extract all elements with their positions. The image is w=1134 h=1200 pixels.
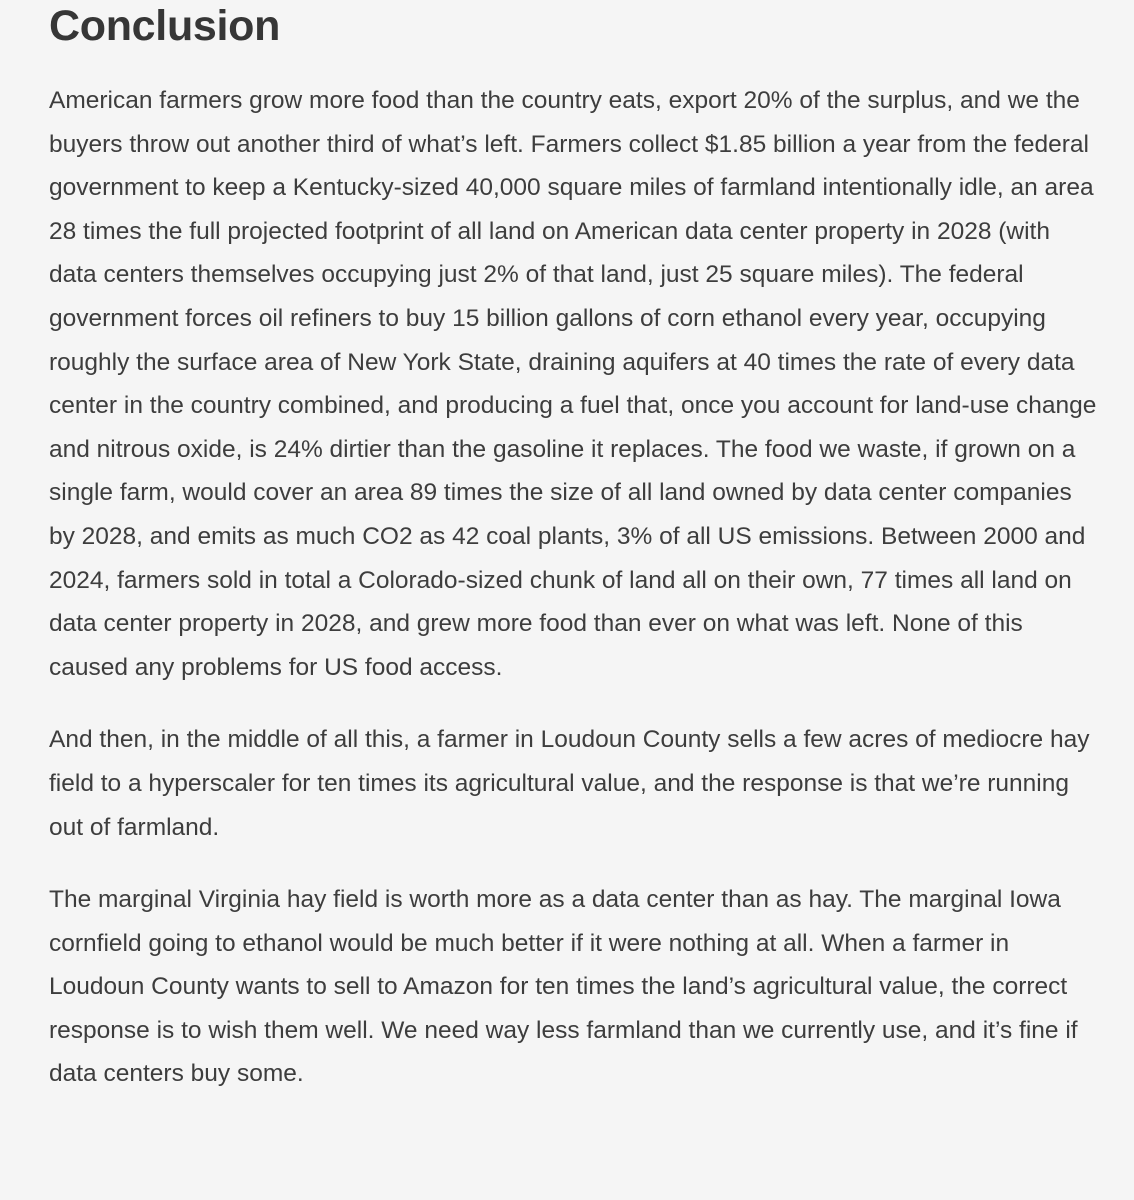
section-heading: Conclusion <box>49 2 281 50</box>
paragraph-3: The marginal Virginia hay field is worth more as a data center than as hay. The marginal Iowa cornfield going to ethanol would be much better if it were nothing at all. When a farmer in Loudoun County wants to sell to Amazon for ten times the land’s agricultural value, the correct response is to wish them well. We need way less farmland than we currently use, and it’s fine if data centers buy some. <box>49 886 1078 1088</box>
paragraph-2: And then, in the middle of all this, a farmer in Loudoun County sells a few acres of mediocre hay field to a hyperscaler for ten times its agricultural value, and the response is that we’re running out of farmland. <box>49 726 1090 841</box>
paragraph-1: American farmers grow more food than the country eats, export 20% of the surplus, and we the buyers throw out another third of what’s left. Farmers collect $1.85 billion a year from the federal government to keep a Kentucky-sized 40,000 square miles of farmland intentionally idle, an area 28 times the full projected footprint of all land on American data center property in 2028 (with data centers themselves occupying just 2% of that land, just 25 square miles). The federal government forces oil refiners to buy 15 billion gallons of corn ethanol every year, occupying roughly the surface area of New York State, draining aquifers at 40 times the rate of every data center in the country combined, and producing a fuel that, once you account for land-use change and nitrous oxide, is 24% dirtier than the gasoline it replaces. The food we waste, if grown on a single farm, would cover an area 89 times the size of all land owned by data center companies by 2028, and emits as much CO2 as 42 coal plants, 3% of all US emissions. Between 2000 and 2024, farmers sold in total a Colorado-sized chunk of land all on their own, 77 times all land on data center property in 2028, and grew more food than ever on what was left. None of this caused any problems for US food access. <box>49 87 1097 681</box>
